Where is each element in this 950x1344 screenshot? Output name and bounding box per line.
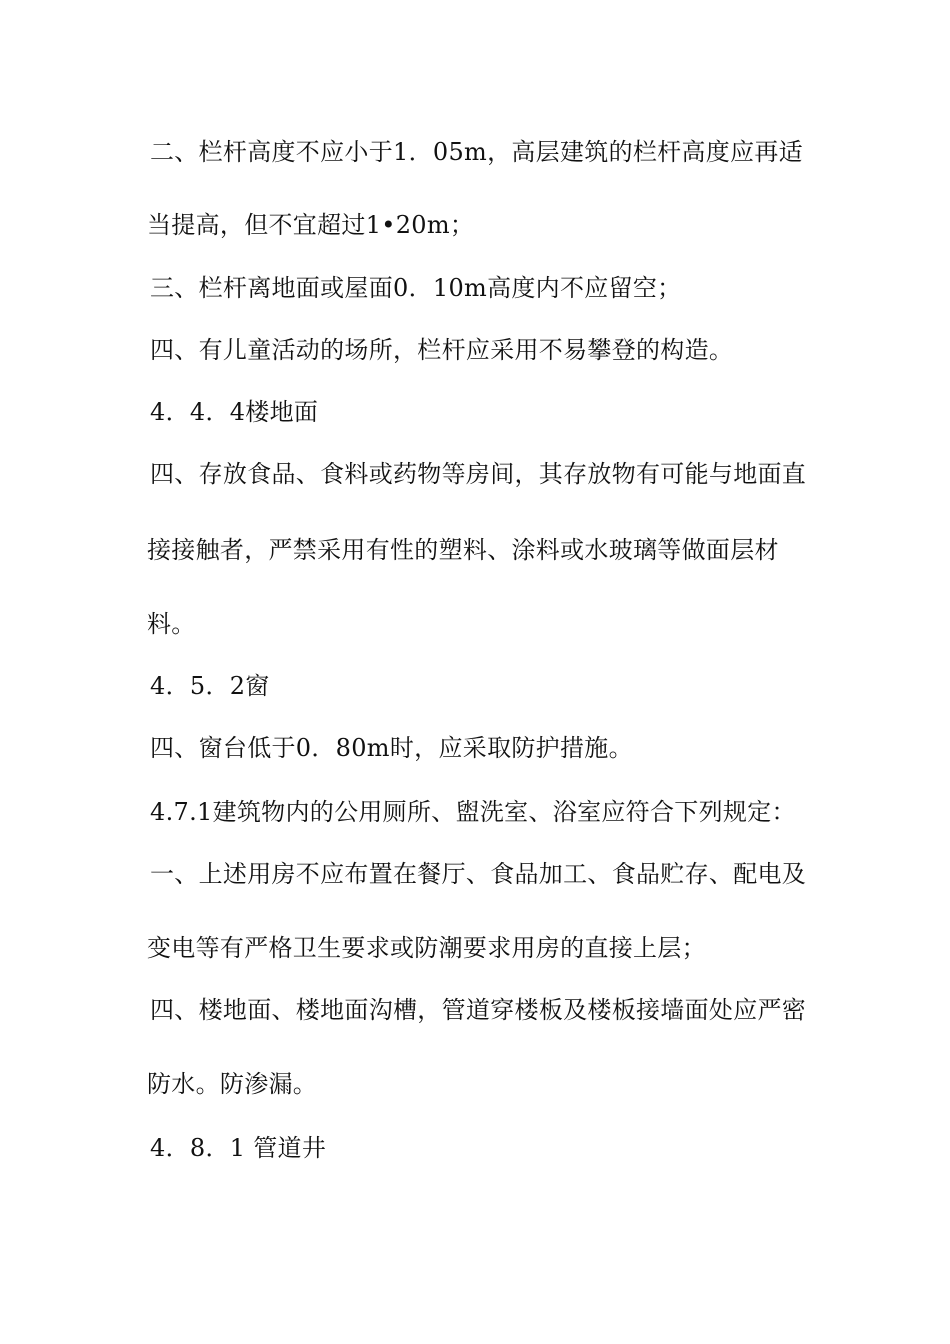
paragraph-line: 四、有儿童活动的场所，栏杆应采用不易攀登的构造。 <box>150 336 734 364</box>
paragraph-line: 四、楼地面、楼地面沟槽，管道穿楼板及楼板接墙面处应严密 <box>150 996 807 1024</box>
paragraph-line: 二、栏杆高度不应小于1．05m，高层建筑的栏杆高度应再适 <box>150 138 803 166</box>
paragraph-line: 一、上述用房不应布置在餐厅、食品加工、食品贮存、配电及 <box>150 860 807 888</box>
paragraph-line: 防水。防渗漏。 <box>147 1070 318 1098</box>
section-heading: 4．5．2窗 <box>150 672 270 700</box>
section-heading: 4．8．1 管道井 <box>150 1134 327 1162</box>
section-heading: 4.7.1建筑物内的公用厕所、盥洗室、浴室应符合下列规定： <box>150 798 796 826</box>
paragraph-line: 当提高，但不宜超过1•20m； <box>147 211 475 239</box>
paragraph-line: 料。 <box>147 610 196 638</box>
paragraph-line: 三、栏杆离地面或屋面0．10m高度内不应留空； <box>150 274 682 302</box>
paragraph-line: 四、窗台低于0．80m时，应采取防护措施。 <box>150 734 633 762</box>
paragraph-line: 接接触者，严禁采用有性的塑料、涂料或水玻璃等做面层材 <box>147 536 779 564</box>
section-heading: 4．4．4楼地面 <box>150 398 319 426</box>
paragraph-line: 变电等有严格卫生要求或防潮要求用房的直接上层； <box>147 934 706 962</box>
paragraph-line: 四、存放食品、食料或药物等房间，其存放物有可能与地面直 <box>150 460 807 488</box>
